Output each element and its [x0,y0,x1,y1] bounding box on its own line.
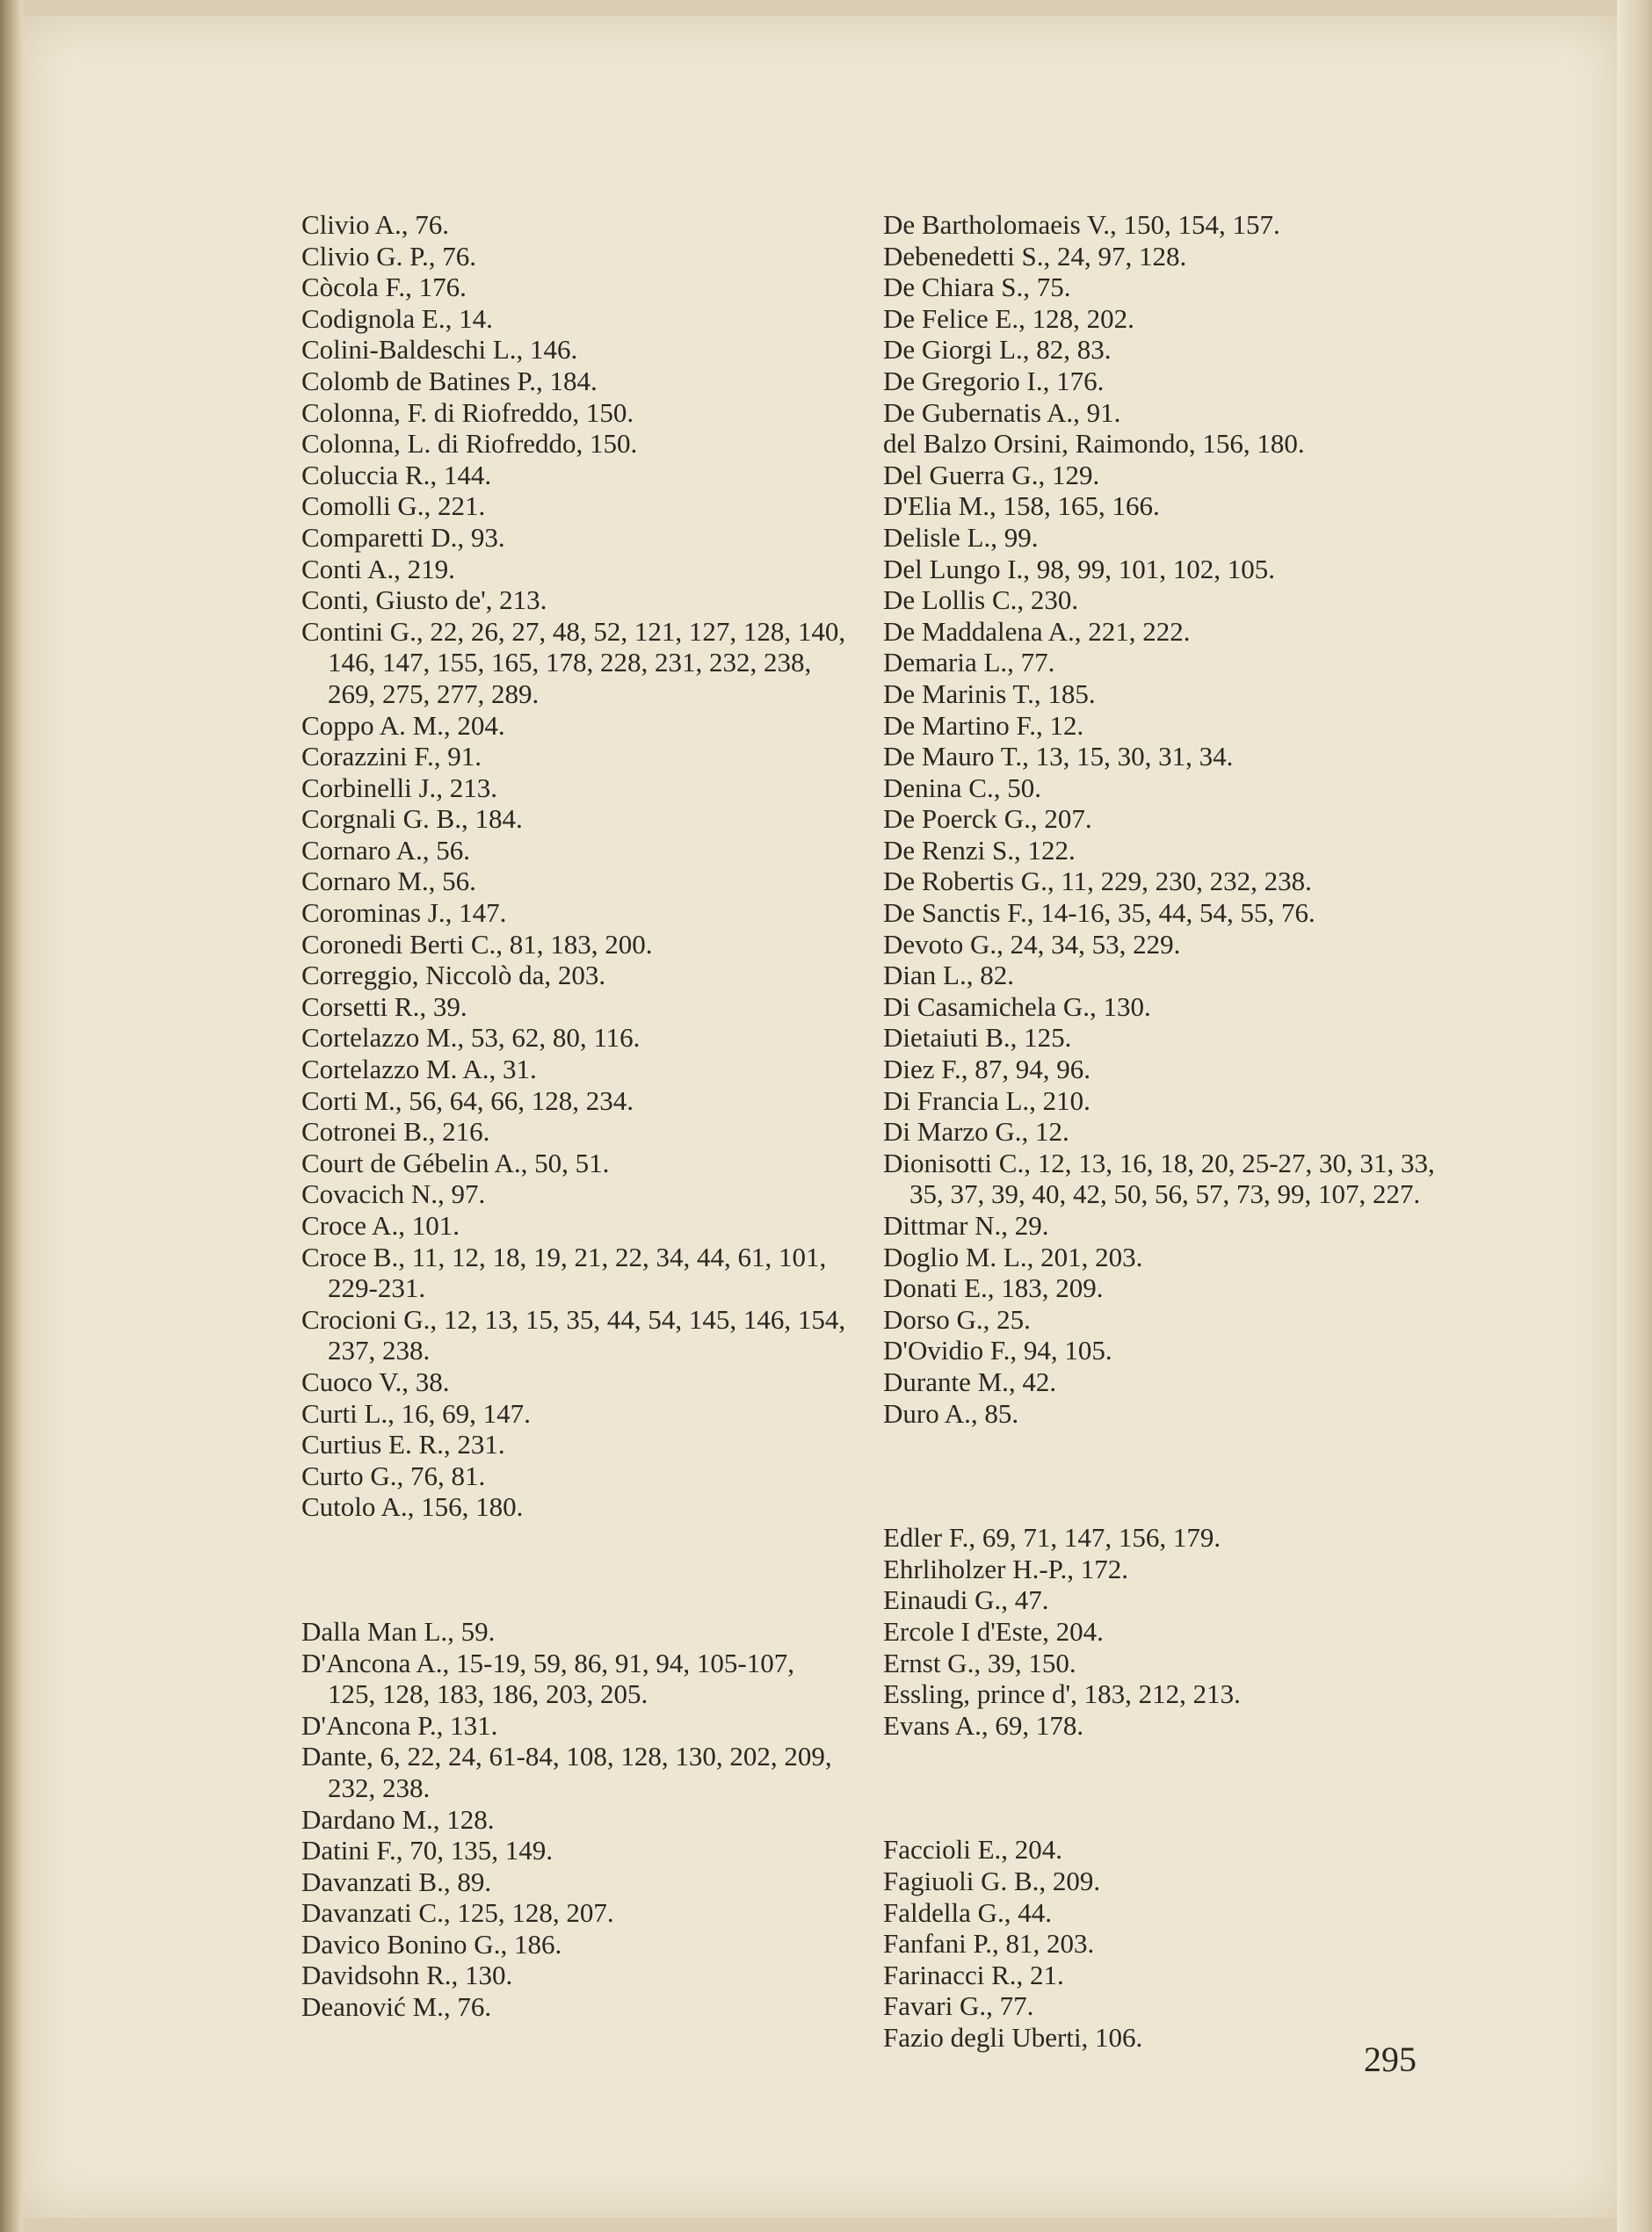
index-entry: Conti A., 219. [301,553,455,584]
index-entry: Cortelazzo M., 53, 62, 80, 116. [301,1022,641,1054]
index-entry: Clivio G. P., 76. [301,240,476,272]
index-entry: Denina C., 50. [883,772,1041,803]
index-entry: Contini G., 22, 26, 27, 48, 52, 121, 127, 128, 140, 146, 147, 155, 165, 178, 228, 231, 232, 238, 269, 275, 277, 289. [301,615,846,709]
index-entry: Doglio M. L., 201, 203. [883,1241,1143,1272]
index-entry: De Martino F., 12. [883,709,1084,741]
index-entry: Duro A., 85. [883,1397,1019,1429]
index-entry: del Balzo Orsini, Raimondo, 156, 180. [883,428,1305,460]
index-group-f [883,1834,1446,2053]
index-group-d-left [301,1616,846,2023]
index-entry: Croce A., 101. [301,1210,460,1241]
index-entry: Coluccia R., 144. [301,459,492,490]
index-entry: Curtius E. R., 231. [301,1429,505,1460]
page-edge [1617,0,1652,2232]
index-entry: De Maddalena A., 221, 222. [883,615,1191,647]
index-entry: Corsetti R., 39. [301,990,467,1022]
index-entry: Di Marzo G., 12. [883,1116,1069,1148]
index-entry: Crocioni G., 12, 13, 15, 35, 44, 54, 145, 146, 154, 237, 238. [301,1303,846,1366]
index-entry: Faccioli E., 204. [883,1834,1063,1866]
index-entry: Farinacci R., 21. [883,1959,1064,1990]
index-entry: Dorso G., 25. [883,1303,1031,1335]
index-entry: Davanzati C., 125, 128, 207. [301,1897,614,1929]
index-entry: De Chiara S., 75. [883,272,1071,303]
index-entry: Fagiuoli G. B., 209. [883,1865,1101,1896]
index-entry: Davanzati B., 89. [301,1866,492,1897]
index-entry: Essling, prince d', 183, 212, 213. [883,1678,1241,1710]
index-group-d-right [883,209,1446,1429]
index-entry: Dionisotti C., 12, 13, 16, 18, 20, 25-27, 30, 31, 33, 35, 37, 39, 40, 42, 50, 56, 57, 73, 99, 107, 227. [883,1147,1435,1210]
index-entry: Curto G., 76, 81. [301,1460,486,1491]
index-entry: Correggio, Niccolò da, 203. [301,960,606,991]
index-entry: Dian L., 82. [883,960,1014,991]
index-entry: Cornaro A., 56. [301,834,471,866]
index-entry: Demaria L., 77. [883,647,1055,678]
index-entry: Datini F., 70, 135, 149. [301,1835,553,1866]
index-entry: Devoto G., 24, 34, 53, 229. [883,928,1181,960]
index-entry: Court de Gébelin A., 50, 51. [301,1147,610,1178]
index-entry: Colonna, L. di Riofreddo, 150. [301,428,638,460]
index-entry: Edler F., 69, 71, 147, 156, 179. [883,1522,1221,1554]
index-entry: Corti M., 56, 64, 66, 128, 234. [301,1084,634,1116]
index-entry: Comparetti D., 93. [301,521,505,553]
index-entry: Diez F., 87, 94, 96. [883,1054,1091,1085]
index-group-c [301,209,846,1523]
index-column-left [301,209,846,2023]
index-entry: Evans A., 69, 178. [883,1709,1084,1741]
index-entry: De Lollis C., 230. [883,584,1079,616]
index-entry: De Giorgi L., 82, 83. [883,334,1112,366]
index-entry: De Mauro T., 13, 15, 30, 31, 34. [883,741,1234,772]
index-entry: Fanfani P., 81, 203. [883,1928,1095,1960]
index-entry: D'Ancona A., 15-19, 59, 86, 91, 94, 105-107, 125, 128, 183, 186, 203, 205. [301,1647,794,1710]
index-entry: De Marinis T., 185. [883,678,1096,709]
index-entry: Ernst G., 39, 150. [883,1647,1076,1678]
index-entry: D'Elia M., 158, 165, 166. [883,490,1160,522]
index-entry: Dalla Man L., 59. [301,1615,496,1647]
index-entry: Clivio A., 76. [301,209,449,240]
index-entry: Davidsohn R., 130. [301,1960,513,1991]
index-entry: Fazio degli Uberti, 106. [883,2021,1143,2053]
index-entry: Delisle L., 99. [883,521,1039,553]
index-entry: D'Ancona P., 131. [301,1709,498,1741]
index-entry: Covacich N., 97. [301,1178,486,1210]
index-entry: Corominas J., 147. [301,897,507,929]
group-spacer [883,1741,1446,1834]
group-spacer [301,1523,846,1616]
index-entry: Corgnali G. B., 184. [301,803,523,835]
index-entry: Di Casamichela G., 130. [883,990,1151,1022]
index-entry: De Bartholomaeis V., 150, 154, 157. [883,209,1280,240]
index-entry: De Felice E., 128, 202. [883,302,1134,334]
index-entry: Colomb de Batines P., 184. [301,365,598,396]
index-entry: Cornaro M., 56. [301,866,476,897]
index-column-right [883,209,1446,2053]
index-entry: De Gubernatis A., 91. [883,396,1121,428]
index-entry: Einaudi G., 47. [883,1584,1049,1616]
index-entry: Dittmar N., 29. [883,1210,1049,1241]
index-entry: Favari G., 77. [883,1990,1034,2022]
index-entry: Ercole I d'Este, 204. [883,1615,1104,1647]
index-entry: Còcola F., 176. [301,272,467,303]
index-entry: De Renzi S., 122. [883,834,1076,866]
index-entry: D'Ovidio F., 94, 105. [883,1335,1112,1366]
index-entry: Comolli G., 221. [301,490,486,522]
index-entry: Donati E., 183, 209. [883,1272,1104,1304]
index-entry: Coronedi Berti C., 81, 183, 200. [301,928,653,960]
index-entry: Debenedetti S., 24, 97, 128. [883,240,1187,272]
index-entry: Del Guerra G., 129. [883,459,1100,490]
index-entry: Colini-Baldeschi L., 146. [301,334,578,366]
index-entry: Dante, 6, 22, 24, 61-84, 108, 128, 130, 202, 209, 232, 238. [301,1741,832,1803]
index-entry: Cutolo A., 156, 180. [301,1491,524,1523]
index-entry: Deanović M., 76. [301,1991,492,2023]
index-entry: Dardano M., 128. [301,1803,495,1835]
index-entry: Davico Bonino G., 186. [301,1928,562,1960]
index-entry: Dietaiuti B., 125. [883,1022,1072,1054]
index-entry: Cuoco V., 38. [301,1366,450,1397]
index-entry: Colonna, F. di Riofreddo, 150. [301,396,634,428]
index-entry: Coppo A. M., 204. [301,709,505,741]
index-entry: Di Francia L., 210. [883,1084,1090,1116]
index-entry: Corbinelli J., 213. [301,772,498,803]
index-entry: De Robertis G., 11, 229, 230, 232, 238. [883,866,1312,897]
index-entry: Ehrliholzer H.-P., 172. [883,1553,1128,1584]
index-group-e [883,1522,1446,1741]
index-entry: De Sanctis F., 14-16, 35, 44, 54, 55, 76. [883,897,1315,929]
index-entry: Del Lungo I., 98, 99, 101, 102, 105. [883,553,1276,584]
book-spine [0,0,23,2232]
index-entry: Faldella G., 44. [883,1896,1052,1928]
index-entry: De Poerck G., 207. [883,803,1092,835]
index-entry: Codignola E., 14. [301,302,493,334]
index-entry: Curti L., 16, 69, 147. [301,1397,531,1429]
page-number: 295 [1364,2040,1417,2079]
index-entry: Corazzini F., 91. [301,741,482,772]
index-entry: De Gregorio I., 176. [883,365,1105,396]
group-spacer [883,1429,1446,1522]
index-entry: Croce B., 11, 12, 18, 19, 21, 22, 34, 44, 61, 101, 229-231. [301,1241,827,1304]
index-entry: Conti, Giusto de', 213. [301,584,547,616]
index-entry: Cortelazzo M. A., 31. [301,1054,537,1085]
index-entry: Cotronei B., 216. [301,1116,490,1148]
index-entry: Durante M., 42. [883,1366,1057,1397]
